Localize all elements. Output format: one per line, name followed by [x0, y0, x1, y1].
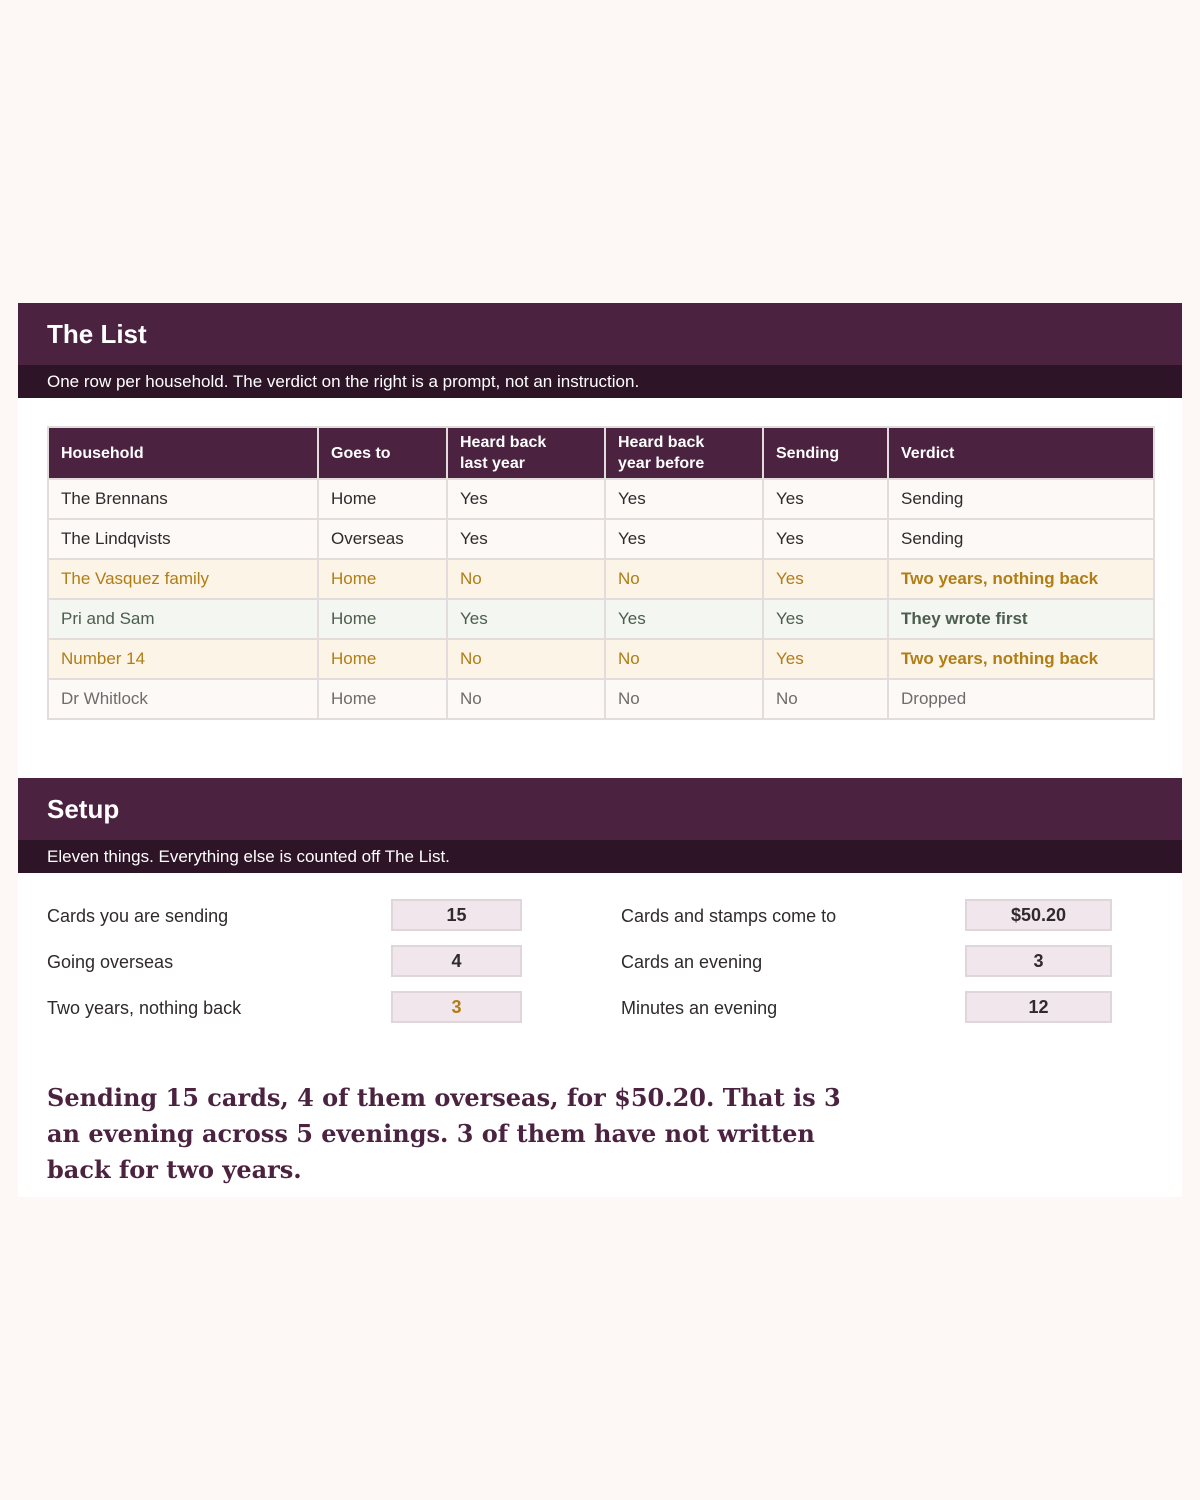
setup-value-going-overseas[interactable]: 4	[391, 945, 522, 977]
setup-section-title: Setup	[18, 778, 1182, 840]
setup-label-cards-an-evening: Cards an evening	[621, 952, 763, 972]
last-year-cell: Yes	[447, 599, 605, 639]
setup-value-cards-an-evening[interactable]: 3	[965, 945, 1112, 977]
setup-grid	[18, 873, 1182, 1043]
setup-value-cards-sending[interactable]: 15	[391, 899, 522, 931]
verdict-cell: Sending	[888, 479, 1154, 519]
verdict-cell: Dropped	[888, 679, 1154, 719]
household-cell: Number 14	[48, 639, 318, 679]
year-before-cell: Yes	[605, 599, 763, 639]
last-year-cell: No	[447, 559, 605, 599]
year-before-cell: Yes	[605, 519, 763, 559]
setup-label-two-years-nothing-back: Two years, nothing back	[47, 998, 242, 1018]
sending-cell: Yes	[763, 519, 888, 559]
table-row	[48, 519, 1154, 559]
household-cell: Pri and Sam	[48, 599, 318, 639]
sending-cell: Yes	[763, 479, 888, 519]
column-header-verdict: Verdict	[888, 427, 1154, 479]
goes-to-cell: Home	[318, 679, 447, 719]
table-row	[48, 559, 1154, 599]
setup-label-going-overseas: Going overseas	[47, 952, 174, 972]
last-year-cell: Yes	[447, 479, 605, 519]
goes-to-cell: Home	[318, 599, 447, 639]
household-cell: Dr Whitlock	[48, 679, 318, 719]
list-section-subtitle: One row per household. The verdict on the right is a prompt, not an instruction.	[18, 365, 1182, 398]
column-header-sending: Sending	[763, 427, 888, 479]
table-row	[48, 479, 1154, 519]
list-section-title: The List	[18, 303, 1182, 365]
setup-value-two-years-nothing-back[interactable]: 3	[391, 991, 522, 1023]
year-before-cell: No	[605, 559, 763, 599]
goes-to-cell: Overseas	[318, 519, 447, 559]
table-row	[48, 599, 1154, 639]
sending-cell: Yes	[763, 639, 888, 679]
household-cell: The Brennans	[48, 479, 318, 519]
goes-to-cell: Home	[318, 639, 447, 679]
column-header-household: Household	[48, 427, 318, 479]
setup-value-cards-and-stamps[interactable]: $50.20	[965, 899, 1112, 931]
table-row	[48, 639, 1154, 679]
column-header-heard-back-last-year: Heard back last year	[447, 427, 605, 479]
setup-section-subtitle: Eleven things. Everything else is counted off The List.	[18, 840, 1182, 873]
setup-value-minutes-an-evening[interactable]: 12	[965, 991, 1112, 1023]
year-before-cell: No	[605, 679, 763, 719]
sending-cell: Yes	[763, 559, 888, 599]
sheet	[18, 303, 1182, 1197]
household-table	[47, 426, 1155, 720]
table-header-row	[48, 427, 1154, 479]
column-header-goes-to: Goes to	[318, 427, 447, 479]
household-cell: The Lindqvists	[48, 519, 318, 559]
last-year-cell: No	[447, 639, 605, 679]
goes-to-cell: Home	[318, 559, 447, 599]
verdict-cell: Two years, nothing back	[888, 559, 1154, 599]
verdict-cell: They wrote first	[888, 599, 1154, 639]
column-header-heard-back-year-before: Heard back year before	[605, 427, 763, 479]
setup-label-cards-sending: Cards you are sending	[47, 906, 229, 926]
last-year-cell: Yes	[447, 519, 605, 559]
setup-label-cards-and-stamps: Cards and stamps come to	[621, 906, 837, 926]
year-before-cell: No	[605, 639, 763, 679]
sending-cell: Yes	[763, 599, 888, 639]
last-year-cell: No	[447, 679, 605, 719]
household-cell: The Vasquez family	[48, 559, 318, 599]
table-row	[48, 679, 1154, 719]
verdict-cell: Two years, nothing back	[888, 639, 1154, 679]
year-before-cell: Yes	[605, 479, 763, 519]
summary-text: Sending 15 cards, 4 of them overseas, for $50.20. That is 3 an evening across 5 evenings. 3 of them have not written back for two years.	[47, 1083, 841, 1184]
goes-to-cell: Home	[318, 479, 447, 519]
setup-label-minutes-an-evening: Minutes an evening	[621, 998, 778, 1018]
sending-cell: No	[763, 679, 888, 719]
verdict-cell: Sending	[888, 519, 1154, 559]
